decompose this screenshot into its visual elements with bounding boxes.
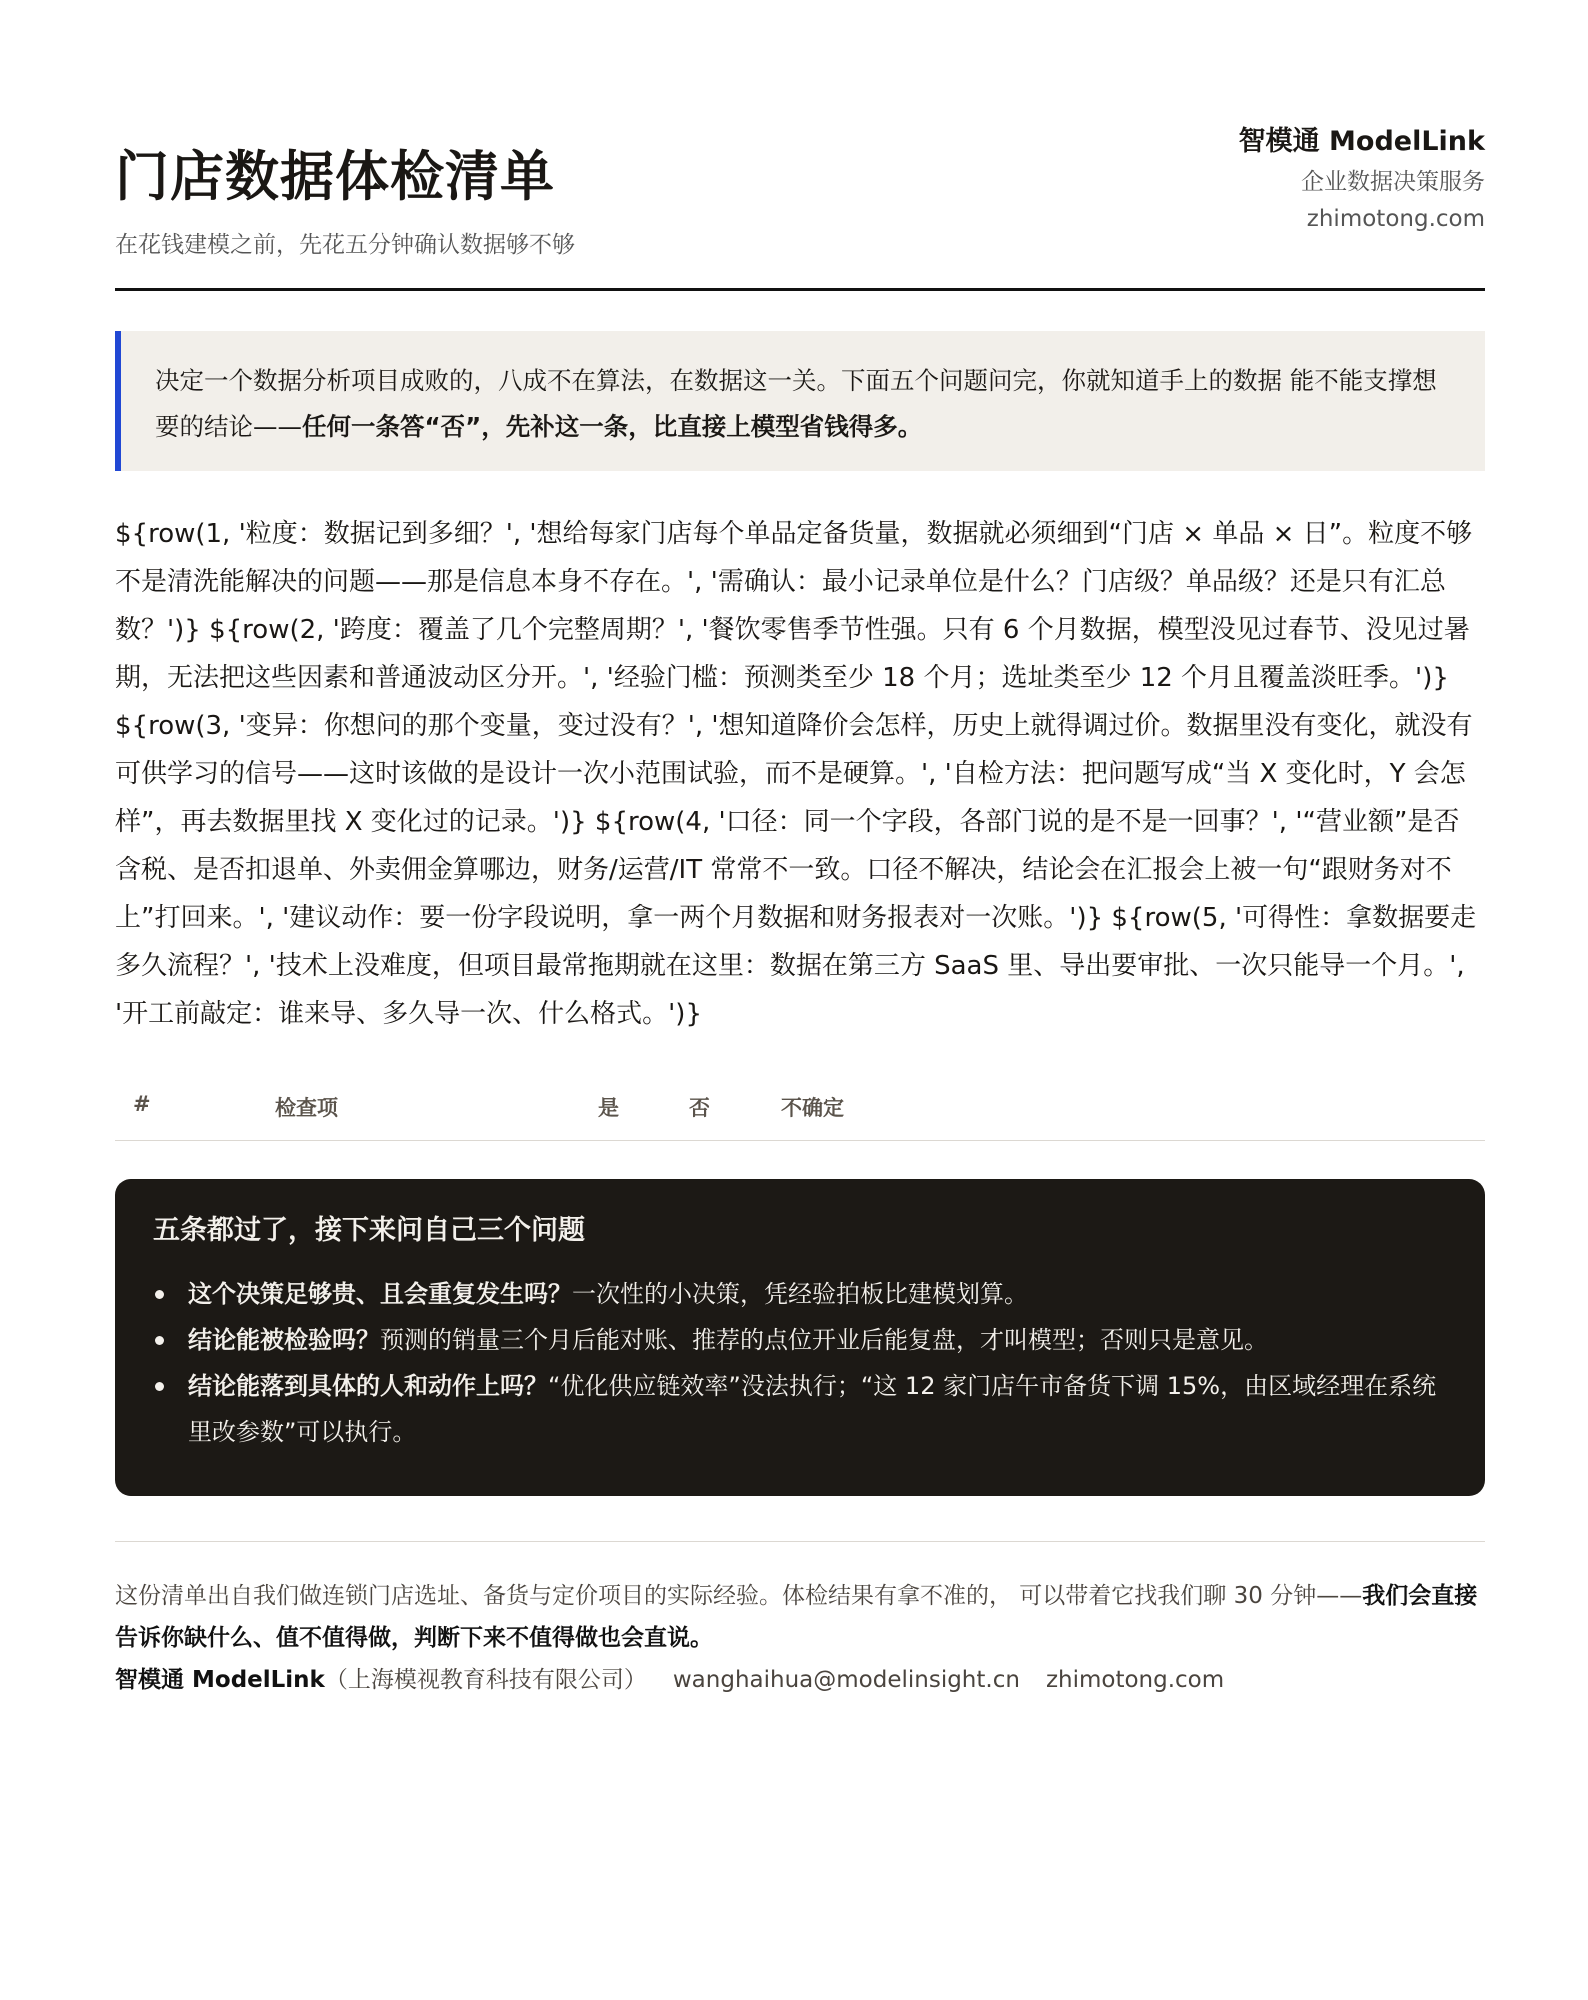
next-questions-title: 五条都过了，接下来问自己三个问题 xyxy=(153,1215,585,1246)
page-title: 门店数据体检清单 xyxy=(115,145,555,208)
list-item xyxy=(153,1271,1447,1317)
question-text: 结论能被检验吗？ xyxy=(188,1326,380,1354)
intro-text: 决定一个数据分析项目成败的，八成不在算法，在数据这一关。下面五个问题问完，你就知道手上的数据 能不能支撑想要的结论—— xyxy=(155,366,1437,441)
next-questions-box xyxy=(115,1179,1485,1496)
column-header-yes: 是 xyxy=(598,1096,619,1120)
page-footer xyxy=(115,1541,1485,1701)
column-header-no: 否 xyxy=(689,1096,710,1120)
contact-email-link[interactable]: wanghaihua@modelinsight.cn xyxy=(672,1667,1020,1693)
footer-note xyxy=(115,1575,1485,1659)
company-name: 智模通 ModelLink xyxy=(115,1667,325,1693)
next-questions-list xyxy=(153,1271,1447,1455)
list-item xyxy=(153,1317,1447,1363)
question-text: 这个决策足够贵、且会重复发生吗？ xyxy=(188,1280,572,1308)
question-answer: 预测的销量三个月后能对账、推荐的点位开业后能复盘，才叫模型；否则只是意见。 xyxy=(380,1326,1268,1354)
column-header-number: # xyxy=(133,1092,151,1116)
column-header-unsure: 不确定 xyxy=(781,1096,844,1120)
brand-block xyxy=(1239,120,1485,238)
brand-name: 智模通 ModelLink xyxy=(1238,126,1485,157)
bullet-icon xyxy=(155,1336,164,1345)
question-answer: “优化供应链效率”没法执行；“这 12 家门店午市备货下调 15%，由区域经理在系统里改参数”可以执行。 xyxy=(188,1372,1437,1446)
intro-callout xyxy=(115,331,1485,471)
intro-emphasis: 任何一条答“否”，先补这一条，比直接上模型省钱得多。 xyxy=(302,412,923,441)
question-answer: 一次性的小决策，凭经验拍板比建模划算。 xyxy=(572,1280,1028,1308)
website-link[interactable]: zhimotong.com xyxy=(1045,1667,1225,1693)
bullet-icon xyxy=(155,1382,164,1391)
brand-site: zhimotong.com xyxy=(1306,206,1485,232)
bullet-icon xyxy=(155,1290,164,1299)
footer-emphasis: 我们会直接告诉你缺什么、值不值得做，判断下来不值得做也会直说。 xyxy=(115,1583,1478,1651)
page-header xyxy=(115,120,1485,291)
checklist-table-header xyxy=(115,1086,1485,1141)
footer-text: 这份清单出自我们做连锁门店选址、备货与定价项目的实际经验。体检结果有拿不准的， 可以带着它找我们聊 30 分钟—— xyxy=(115,1583,1363,1609)
column-header-item: 检查项 xyxy=(275,1096,338,1120)
company-legal-name: （上海模视教育科技有限公司） xyxy=(324,1667,647,1693)
unrendered-template-text: ${row(1, '粒度：数据记到多细？', '想给每家门店每个单品定备货量，数据就必须细到“门店 × 单品 × 日”。粒度不够不是清洗能解决的问题——那是信息本身不存在。', '需确认：最小记录单位是什么？门店级？单品级？还是只有汇总数？')} ${row(2, '跨度：覆盖了几个完整周期？', '餐饮零售季节性强。只有 6 个月数据，模型没见过春节、没见过暑期，无法把这些因素和普通波动区分开。', '经验门槛：预测类至少 18 个月；选址类至少 12 个月且覆盖淡旺季。')} ${row(3, '变异：你想问的那个变量，变过没有？', '想知道降价会怎样，历史上就得调过价。数据里没有变化，就没有可供学习的信号——这时该做的是设计一次小范围试验，而不是硬算。', '自检方法：把问题写成“当 X 变化时，Y 会怎样”，再去数据里找 X 变化过的记录。')} ${row(4, '口径：同一个字段，各部门说的是不是一回事？', '“营业额”是否含税、是否扣退单、外卖佣金算哪边，财务/运营/IT 常常不一致。口径不解决，结论会在汇报会上被一句“跟财务对不上”打回来。', '建议动作：要一份字段说明，拿一两个月数据和财务报表对一次账。')} ${row(5, '可得性：拿数据要走多久流程？', '技术上没难度，但项目最常拖期就在这里：数据在第三方 SaaS 里、导出要审批、一次只能导一个月。', '开工前敲定：谁来导、多久导一次、什么格式。')} xyxy=(115,519,1477,1029)
page-subtitle: 在花钱建模之前，先花五分钟确认数据够不够 xyxy=(115,232,575,258)
question-text: 结论能落到具体的人和动作上吗？ xyxy=(188,1372,548,1400)
footer-contact xyxy=(115,1659,1485,1701)
list-item xyxy=(153,1363,1447,1455)
brand-tagline: 企业数据决策服务 xyxy=(1301,169,1485,195)
